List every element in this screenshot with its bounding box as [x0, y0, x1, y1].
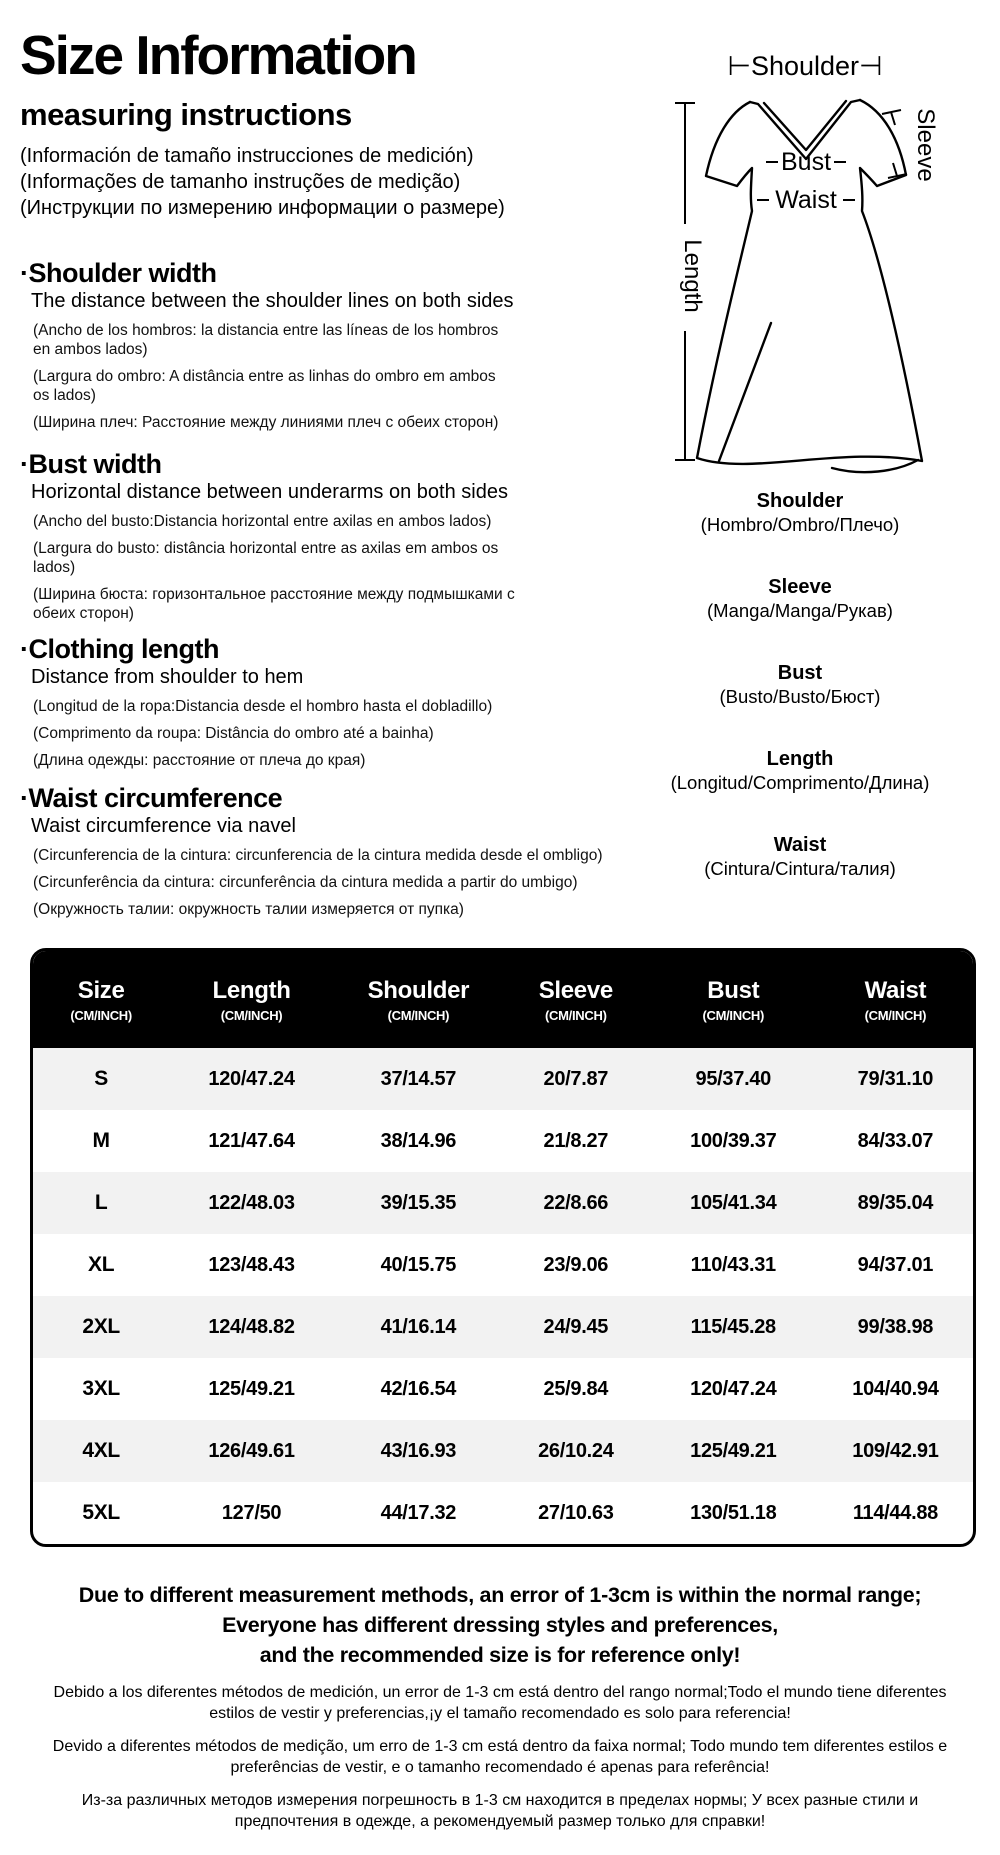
sleeve-cell: 20/7.87 — [543, 1067, 609, 1090]
column-header-length — [169, 977, 334, 1023]
table-header — [33, 951, 973, 1048]
section-note-es: (Circunferencia de la cintura: circunferencia de la cintura medida desde el ombligo) — [33, 847, 603, 865]
unit-label: (CM/INCH) — [864, 1007, 927, 1023]
section-description: The distance between the shoulder lines on both sides — [31, 290, 514, 313]
legend-group-shoulder — [600, 489, 1000, 537]
measuring-instructions-column — [20, 26, 680, 919]
size-cell: S — [94, 1067, 108, 1090]
legend-translations: (Cintura/Cintura/талия) — [704, 858, 896, 879]
length-cell: 124/48.82 — [208, 1315, 295, 1338]
size-cell: 2XL — [82, 1315, 120, 1338]
waist-cell: 104/40.94 — [852, 1377, 939, 1400]
page-title: Size Information — [20, 24, 416, 86]
section-note-ru: (Длина одежды: расстояние от плеча до края) — [33, 752, 366, 770]
section-note-pt: (Largura do busto: distância horizontal entre as axilas em ambos os lados) — [33, 540, 499, 577]
bust-cell: 95/37.40 — [695, 1067, 771, 1090]
column-label: Bust — [707, 976, 760, 1004]
disclaimer-ru: Из-за различных методов измерения погрешность в 1-3 см находится в пределах нормы; У всех разные стили и предпочтения в одежде, а рекомендуемый размер только для справки! — [81, 1792, 919, 1830]
sleeve-cell: 24/9.45 — [543, 1315, 609, 1338]
column-header-waist — [818, 977, 973, 1023]
disclaimer-en-line-3: and the recommended size is for reference only! — [259, 1643, 741, 1667]
shoulder-cell: 37/14.57 — [380, 1067, 457, 1090]
length-label: Length — [679, 239, 706, 313]
column-header-bust — [649, 977, 818, 1023]
table-row-s — [33, 1048, 973, 1110]
column-label: Sleeve — [538, 976, 613, 1004]
column-label: Length — [212, 976, 291, 1004]
legend-term: Bust — [777, 662, 823, 684]
column-label: Shoulder — [367, 976, 470, 1004]
bust-cell: 130/51.18 — [690, 1501, 777, 1524]
bullet: · — [20, 449, 29, 480]
disclaimer — [30, 1580, 970, 1832]
unit-label: (CM/INCH) — [70, 1007, 132, 1023]
section-description: Waist circumference via navel — [31, 815, 296, 838]
section-description: Horizontal distance between underarms on both sides — [31, 481, 508, 504]
size-table — [30, 948, 976, 1547]
subtitle-translations — [20, 143, 680, 221]
measurement-legend — [600, 489, 1000, 919]
section-note-es: (Ancho de los hombros: la distancia entre las líneas de los hombros en ambos lados) — [33, 322, 499, 359]
legend-translations: (Manga/Manga/Рукав) — [707, 600, 893, 621]
table-row-m — [33, 1110, 973, 1172]
section-title-text: Bust width — [28, 449, 162, 480]
unit-label: (CM/INCH) — [220, 1007, 283, 1023]
waist-cell: 94/37.01 — [857, 1253, 934, 1276]
section-note-pt: (Circunferência da cintura: circunferência da cintura medida a partir do umbigo) — [33, 874, 578, 892]
section-note-pt: (Comprimento da roupa: Distância do ombro até a bainha) — [33, 725, 434, 743]
column-label: Waist — [864, 976, 927, 1004]
waist-cell: 109/42.91 — [852, 1439, 939, 1462]
section-note-ru: (Ширина бюста: горизонтальное расстояние между подмышками с обеих сторон) — [33, 586, 515, 623]
legend-group-bust — [600, 661, 1000, 709]
legend-translations: (Longitud/Comprimento/Длина) — [670, 772, 930, 793]
waist-label: Waist — [775, 186, 837, 214]
bullet: · — [20, 634, 29, 665]
waist-cell: 79/31.10 — [857, 1067, 934, 1090]
length-cell: 122/48.03 — [208, 1191, 295, 1214]
section-note-es: (Ancho del busto:Distancia horizontal entre axilas en ambos lados) — [33, 513, 492, 531]
section-bust-width — [20, 448, 680, 623]
waist-cell: 89/35.04 — [857, 1191, 934, 1214]
bust-cell: 115/45.28 — [690, 1315, 776, 1338]
section-note-es: (Longitud de la ropa:Distancia desde el hombro hasta el dobladillo) — [33, 698, 493, 716]
size-cell: 3XL — [82, 1377, 120, 1400]
table-row-4xl — [33, 1420, 973, 1482]
shoulder-cell: 41/16.14 — [380, 1315, 457, 1338]
bust-cell: 110/43.31 — [690, 1253, 776, 1276]
table-row-3xl — [33, 1358, 973, 1420]
subtitle-translation-es: (Información de tamaño instrucciones de medición) — [20, 145, 474, 168]
section-title — [20, 257, 680, 289]
shoulder-cell: 43/16.93 — [380, 1439, 457, 1462]
length-cell: 120/47.24 — [208, 1067, 295, 1090]
sleeve-measure-marks — [882, 110, 907, 178]
section-waist-circumference — [20, 782, 680, 919]
length-cell: 126/49.61 — [208, 1439, 295, 1462]
legend-term: Sleeve — [768, 576, 832, 598]
size-cell: M — [92, 1129, 110, 1152]
section-clothing-length — [20, 633, 680, 770]
size-cell: 5XL — [82, 1501, 120, 1524]
waist-cell: 84/33.07 — [857, 1129, 934, 1152]
bullet: · — [20, 783, 29, 814]
legend-translations: (Busto/Busto/Бюст) — [719, 686, 881, 707]
section-title-text: Clothing length — [28, 634, 219, 665]
page-subtitle: measuring instructions — [20, 97, 352, 133]
column-header-size — [33, 977, 169, 1023]
bullet: · — [20, 258, 29, 289]
waist-cell: 114/44.88 — [852, 1501, 938, 1524]
size-cell: XL — [88, 1253, 115, 1276]
section-title — [20, 448, 680, 480]
table-row-xl — [33, 1234, 973, 1296]
column-header-sleeve — [503, 977, 649, 1023]
table-row-2xl — [33, 1296, 973, 1358]
legend-group-length — [600, 747, 1000, 795]
size-cell: 4XL — [82, 1439, 120, 1462]
length-cell: 121/47.64 — [208, 1129, 295, 1152]
sleeve-cell: 25/9.84 — [543, 1377, 609, 1400]
bust-label: Bust — [780, 148, 832, 176]
disclaimer-en-line-2: Everyone has different dressing styles and preferences, — [222, 1613, 778, 1637]
bust-cell: 125/49.21 — [690, 1439, 777, 1462]
length-cell: 123/48.43 — [208, 1253, 295, 1276]
section-note-pt: (Largura do ombro: A distância entre as linhas do ombro em ambos os lados) — [33, 368, 496, 405]
table-row-l — [33, 1172, 973, 1234]
unit-label: (CM/INCH) — [387, 1007, 450, 1023]
column-label: Size — [77, 976, 125, 1004]
section-description: Distance from shoulder to hem — [31, 666, 304, 689]
section-note-ru: (Ширина плеч: Расстояние между линиями плеч с обеих сторон) — [33, 414, 499, 432]
shoulder-cell: 38/14.96 — [380, 1129, 457, 1152]
table-row-5xl — [33, 1482, 973, 1544]
section-title-text: Shoulder width — [28, 258, 217, 289]
section-title — [20, 633, 680, 665]
sleeve-cell: 21/8.27 — [543, 1129, 609, 1152]
subtitle-translation-ru: (Инструкции по измерению информации о размере) — [20, 197, 505, 220]
shoulder-cell: 42/16.54 — [380, 1377, 457, 1400]
size-cell: L — [94, 1191, 108, 1214]
legend-term: Shoulder — [756, 490, 844, 512]
legend-translations: (Hombro/Ombro/Плечо) — [700, 514, 900, 535]
shoulder-cell: 40/15.75 — [380, 1253, 457, 1276]
bust-cell: 100/39.37 — [690, 1129, 777, 1152]
subtitle-translation-pt: (Informações de tamanho instruções de medição) — [20, 171, 461, 194]
section-title-text: Waist circumference — [28, 783, 283, 814]
shoulder-cell: 39/15.35 — [380, 1191, 457, 1214]
sleeve-cell: 23/9.06 — [543, 1253, 609, 1276]
sleeve-cell: 27/10.63 — [538, 1501, 614, 1524]
sleeve-cell: 22/8.66 — [543, 1191, 609, 1214]
length-cell: 125/49.21 — [208, 1377, 295, 1400]
disclaimer-en-line-1: Due to different measurement methods, an error of 1-3cm is within the normal range; — [78, 1583, 922, 1607]
unit-label: (CM/INCH) — [702, 1007, 765, 1023]
unit-label: (CM/INCH) — [545, 1007, 607, 1023]
bust-cell: 120/47.24 — [690, 1377, 777, 1400]
section-title — [20, 782, 680, 814]
legend-term: Waist — [773, 834, 827, 856]
length-cell: 127/50 — [221, 1501, 282, 1524]
shoulder-measure-label: ⊢Shoulder⊣ — [727, 51, 883, 81]
legend-group-sleeve — [600, 575, 1000, 623]
sleeve-cell: 26/10.24 — [538, 1439, 614, 1462]
section-shoulder-width — [20, 257, 680, 432]
sleeve-label: Sleeve — [912, 108, 939, 182]
waist-cell: 99/38.98 — [857, 1315, 934, 1338]
disclaimer-pt: Devido a diferentes métodos de medição, um erro de 1-3 cm está dentro da faixa normal; Todo mundo tem diferentes estilos e preferências de vestir, e o tamanho recomendado é apenas para referência! — [52, 1738, 948, 1776]
section-note-ru: (Окружность талии: окружность талии измеряется от пупка) — [33, 901, 464, 919]
disclaimer-es: Debido a los diferentes métodos de medición, un error de 1-3 cm está dentro del rango normal;Todo el mundo tiene diferentes estilos de vestir y preferencias,¡y el tamaño recomendado es solo para referencia! — [53, 1684, 947, 1722]
column-header-shoulder — [334, 977, 503, 1023]
dress-measurement-diagram — [600, 28, 1000, 486]
legend-term: Length — [766, 748, 834, 770]
legend-group-waist — [600, 833, 1000, 881]
bust-cell: 105/41.34 — [690, 1191, 777, 1214]
shoulder-cell: 44/17.32 — [380, 1501, 457, 1524]
